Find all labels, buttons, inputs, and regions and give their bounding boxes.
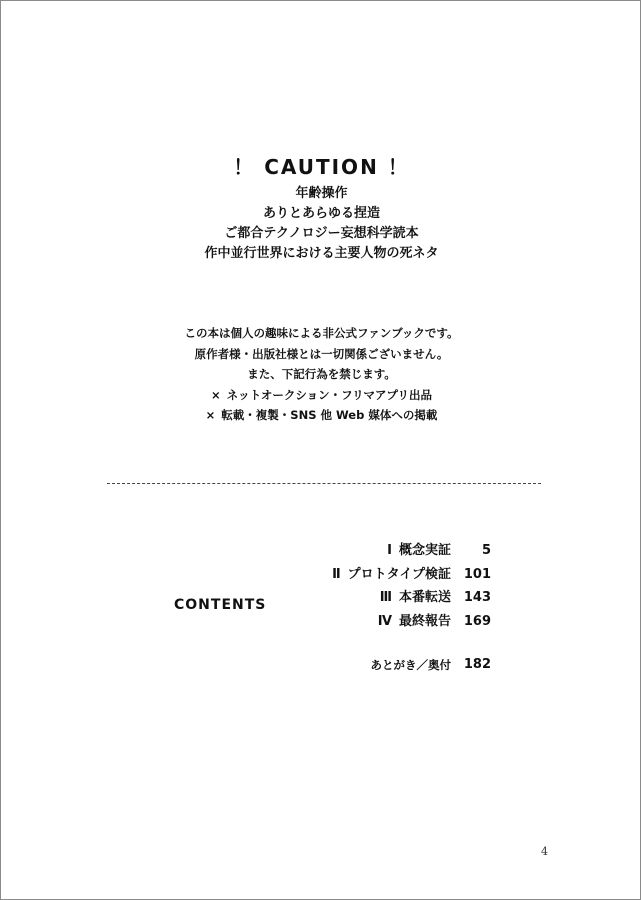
contents-heading: CONTENTS [174, 597, 267, 613]
toc-numeral: Ⅰ [387, 543, 392, 558]
toc-page-number: 169 [463, 613, 491, 629]
notice-line: この本は個人の趣味による非公式ファンブックです。 [184, 326, 459, 340]
toc-title: 概念実証 [398, 543, 451, 558]
toc-numeral: Ⅳ [377, 613, 392, 629]
caution-title: ！ CAUTION ！ [233, 155, 410, 179]
content-warning-item: ありとあらゆる捏造 [262, 206, 380, 221]
toc-afterword-entry [301, 655, 491, 675]
prohibited-item [1, 385, 641, 406]
content-warning-list [1, 184, 641, 264]
notice-line: また、下記行為を禁じます。 [247, 367, 396, 381]
prohibited-text: 転載・複製・SNS 他 Web 媒体への掲載 [221, 408, 438, 422]
prohibited-text: ネットオークション・フリマアプリ出品 [226, 387, 432, 402]
toc-entry [301, 563, 491, 587]
toc-entry [301, 539, 491, 563]
table-of-contents [301, 539, 491, 633]
toc-numeral: Ⅱ [332, 566, 341, 582]
content-warning-item: ご都合テクノロジー妄想科学読本 [224, 226, 419, 241]
content-warning-item: 年齢操作 [295, 186, 348, 201]
prohibited-item [1, 405, 641, 426]
toc-title: プロトタイプ検証 [347, 566, 451, 582]
prohibited-mark-icon: × [211, 387, 221, 402]
toc-title: 本番転送 [398, 590, 451, 605]
toc-page-number: 143 [463, 590, 491, 605]
toc-page-number: 101 [463, 566, 491, 582]
prohibited-mark-icon: × [205, 408, 216, 422]
toc-page-number: 5 [481, 543, 491, 558]
content-warning-item: 作中並行世界における主要人物の死ネタ [204, 246, 439, 261]
page-number: 4 [541, 845, 548, 858]
toc-entry [301, 586, 491, 610]
dashed-divider [107, 483, 541, 484]
toc-numeral: Ⅲ [379, 590, 392, 605]
toc-page-number: 182 [463, 657, 491, 672]
disclaimer-notice [1, 323, 641, 426]
notice-line: 原作者様・出版社様とは一切関係ございません。 [194, 346, 449, 361]
toc-title: 最終報告 [398, 613, 451, 629]
toc-entry [301, 610, 491, 634]
toc-title: あとがき／奥付 [370, 658, 451, 672]
